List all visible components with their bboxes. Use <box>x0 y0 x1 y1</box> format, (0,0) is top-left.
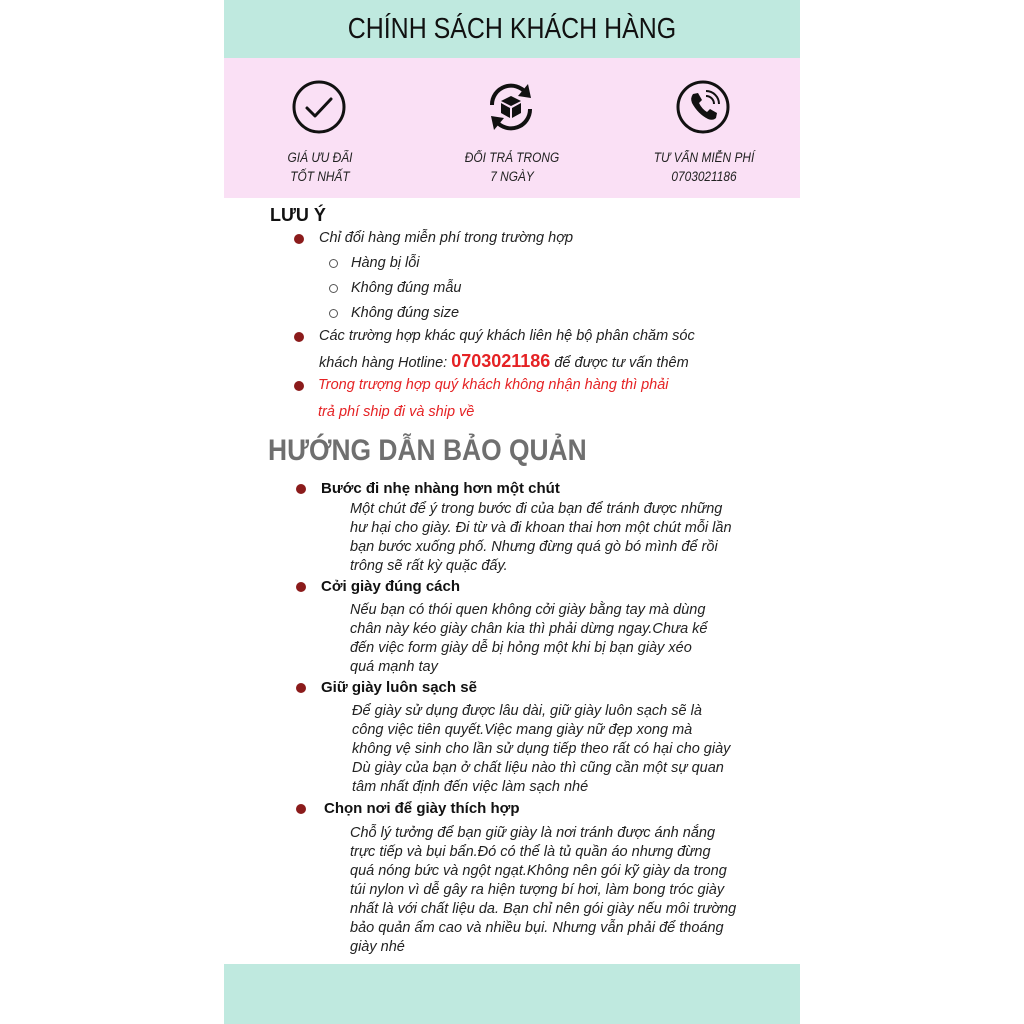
bullet-dot <box>296 484 306 494</box>
step-body: Một chút để ý trong bước đi của bạn để tránh được những hư hại cho giày. Đi từ và đi khoan thai hơn một chút mỗi lần bạn bước xuống phố. Nhưng đừng quá gò bó mình để rồi trông sẽ rất kỳ quặc đấy. <box>350 501 732 574</box>
feature-label: ĐỔI TRẢ TRONG 7 NGÀY <box>464 150 560 184</box>
feature-label: GIÁ ƯU ĐÃI TỐT NHẤT <box>287 150 353 184</box>
bullet-dot <box>294 234 304 244</box>
bullet-dot <box>296 582 306 592</box>
step-body: Chỗ lý tưởng để bạn giữ giày là nơi tránh được ánh nắng trực tiếp và bụi bẩn.Đó có thể là tủ quần áo nhưng đừng quá nóng bức và ngột ngạt.Không nên gói kỹ giày da trong túi nylon vì dễ gây ra hiện tượng bí hơi, làm bong tróc giày nhất là với chất liệu da. Bạn chỉ nên gói giày nếu môi trường bảo quản ẩm cao và nhiều bụi. Nhưng vẫn phải để thoáng giày nhé <box>350 825 737 955</box>
step-body: Nếu bạn có thói quen không cởi giày bằng tay mà dùng chân này kéo giày chân kia thì phải dừng ngay.Chưa kể đến việc form giày dễ bị hỏng một khi bị bạn giày xéo quá mạnh tay <box>350 602 708 675</box>
note-warning: Trong trượng hợp quý khách không nhận hàng thì phải <box>318 377 669 393</box>
header-band <box>224 0 800 58</box>
step-heading: Giữ giày luôn sạch sẽ <box>321 679 477 696</box>
policy-card <box>224 0 800 1024</box>
step-body: Để giày sử dụng được lâu dài, giữ giày luôn sạch sẽ là công việc tiên quyết.Việc mang giày nữ đẹp xong mà không vệ sinh cho lần sử dụng tiếp theo rất có hại cho giày Dù giày của bạn ở chất liệu nào thì cũng cần một sự quan tâm nhất định đến việc làm sạch nhé <box>352 703 731 795</box>
footer-band <box>224 964 800 1024</box>
feature-consult <box>608 58 800 198</box>
note-exchange: Chỉ đổi hàng miễn phí trong trường hợp <box>319 230 574 246</box>
feature-return <box>416 58 608 198</box>
note-case: Không đúng size <box>351 305 460 321</box>
return-box-icon <box>484 80 538 134</box>
bullet-dot <box>294 381 304 391</box>
step-heading: Bước đi nhẹ nhàng hơn một chút <box>321 480 560 497</box>
bullet-dot <box>294 332 304 342</box>
step-heading: Chọn nơi để giày thích hợp <box>324 800 520 817</box>
features-band <box>224 58 800 198</box>
bullet-ring <box>329 284 338 293</box>
note-title: LƯU Ý <box>270 205 326 225</box>
feature-label: TƯ VẤN MIỄN PHÍ 0703021186 <box>653 150 755 184</box>
note-case: Hàng bị lỗi <box>351 255 420 271</box>
note-case: Không đúng mẫu <box>351 280 462 296</box>
note-contact: Các trường hợp khác quý khách liên hệ bộ phân chăm sóc <box>319 328 695 344</box>
phone-icon <box>676 80 730 134</box>
note-warning: trả phí ship đi và ship về <box>318 404 475 420</box>
checkmark-icon <box>292 80 346 134</box>
bullet-dot <box>296 683 306 693</box>
note-hotline-line: khách hàng Hotline: 0703021186 để được tư vấn thêm <box>319 351 689 371</box>
bullet-dot <box>296 804 306 814</box>
hotline-number: 0703021186 <box>451 351 551 371</box>
feature-best-price <box>224 58 416 198</box>
guide-title: HƯỚNG DẪN BẢO QUẢN <box>268 434 587 467</box>
bullet-ring <box>329 259 338 268</box>
bullet-ring <box>329 309 338 318</box>
step-heading: Cởi giày đúng cách <box>321 578 461 595</box>
page-title: CHÍNH SÁCH KHÁCH HÀNG <box>347 12 677 45</box>
